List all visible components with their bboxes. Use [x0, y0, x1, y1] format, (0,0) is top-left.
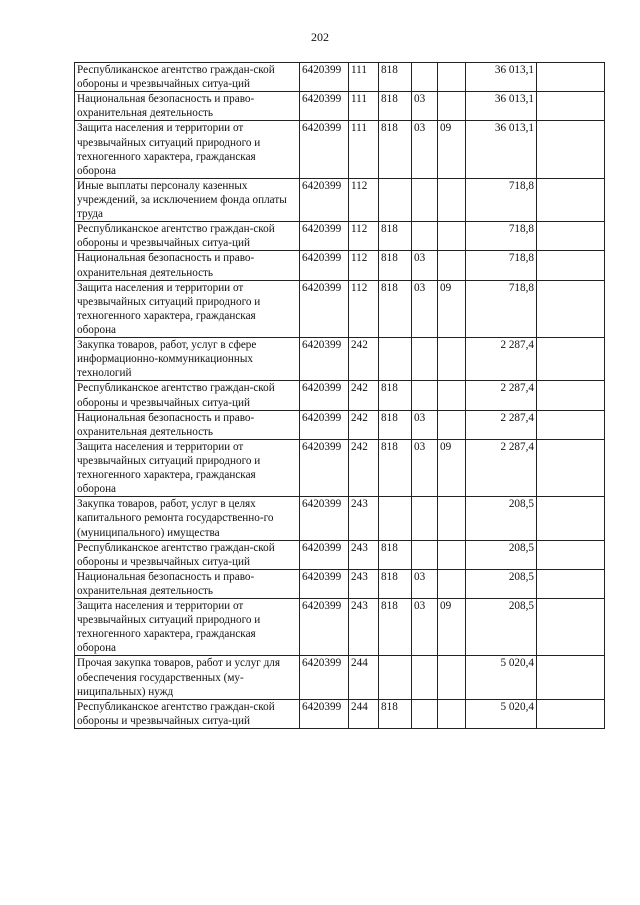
row-empty-cell — [537, 569, 605, 598]
table-row — [75, 92, 605, 121]
row-target-code: 6420399 — [300, 599, 349, 656]
row-section-code — [412, 656, 438, 699]
row-amount: 36 013,1 — [466, 121, 537, 178]
row-amount: 718,8 — [466, 178, 537, 221]
row-subsection-code — [438, 178, 466, 221]
row-target-code: 6420399 — [300, 699, 349, 728]
row-expense-type: 243 — [349, 569, 379, 598]
table-body — [75, 63, 605, 729]
row-subsection-code — [438, 338, 466, 381]
row-department-code: 818 — [379, 599, 412, 656]
row-empty-cell — [537, 497, 605, 540]
row-name: Иные выплаты персоналу казенных учреждений, за исключением фонда оплаты труда — [75, 178, 300, 221]
row-empty-cell — [537, 699, 605, 728]
row-expense-type: 242 — [349, 381, 379, 410]
row-expense-type: 112 — [349, 280, 379, 337]
row-amount: 36 013,1 — [466, 63, 537, 92]
row-expense-type: 112 — [349, 178, 379, 221]
row-target-code: 6420399 — [300, 656, 349, 699]
row-empty-cell — [537, 439, 605, 496]
row-name: Республиканское агентство граждан-ской обороны и чрезвычайных ситуа-ций — [75, 381, 300, 410]
row-empty-cell — [537, 540, 605, 569]
row-subsection-code — [438, 410, 466, 439]
row-expense-type: 111 — [349, 121, 379, 178]
row-amount: 2 287,4 — [466, 439, 537, 496]
row-expense-type: 111 — [349, 92, 379, 121]
row-expense-type: 244 — [349, 656, 379, 699]
row-target-code: 6420399 — [300, 280, 349, 337]
row-expense-type: 243 — [349, 540, 379, 569]
row-target-code: 6420399 — [300, 338, 349, 381]
row-department-code: 818 — [379, 569, 412, 598]
row-name: Прочая закупка товаров, работ и услуг для обеспечения государственных (му-ниципальных) нужд — [75, 656, 300, 699]
table-row — [75, 222, 605, 251]
row-subsection-code: 09 — [438, 280, 466, 337]
row-section-code: 03 — [412, 569, 438, 598]
row-section-code — [412, 381, 438, 410]
row-empty-cell — [537, 599, 605, 656]
row-name: Закупка товаров, работ, услуг в сфере информационно-коммуникационных технологий — [75, 338, 300, 381]
row-department-code: 818 — [379, 439, 412, 496]
row-target-code: 6420399 — [300, 222, 349, 251]
row-amount: 718,8 — [466, 280, 537, 337]
row-subsection-code — [438, 92, 466, 121]
table-row — [75, 656, 605, 699]
row-amount: 2 287,4 — [466, 338, 537, 381]
row-empty-cell — [537, 338, 605, 381]
row-amount: 208,5 — [466, 569, 537, 598]
row-department-code — [379, 656, 412, 699]
table-row — [75, 410, 605, 439]
row-empty-cell — [537, 63, 605, 92]
row-empty-cell — [537, 92, 605, 121]
row-department-code: 818 — [379, 121, 412, 178]
table-row — [75, 497, 605, 540]
row-target-code: 6420399 — [300, 178, 349, 221]
row-target-code: 6420399 — [300, 439, 349, 496]
row-department-code: 818 — [379, 92, 412, 121]
row-name: Национальная безопасность и право-охранительная деятельность — [75, 92, 300, 121]
row-empty-cell — [537, 251, 605, 280]
row-department-code: 818 — [379, 540, 412, 569]
row-target-code: 6420399 — [300, 63, 349, 92]
row-subsection-code — [438, 381, 466, 410]
row-expense-type: 244 — [349, 699, 379, 728]
row-expense-type: 243 — [349, 497, 379, 540]
row-name: Защита населения и территории от чрезвычайных ситуаций природного и техногенного характера, гражданская оборона — [75, 439, 300, 496]
table-row — [75, 540, 605, 569]
row-department-code: 818 — [379, 63, 412, 92]
row-name: Национальная безопасность и право-охранительная деятельность — [75, 251, 300, 280]
row-expense-type: 111 — [349, 63, 379, 92]
row-section-code: 03 — [412, 599, 438, 656]
row-name: Национальная безопасность и право-охранительная деятельность — [75, 410, 300, 439]
row-amount: 718,8 — [466, 222, 537, 251]
row-empty-cell — [537, 121, 605, 178]
row-department-code: 818 — [379, 222, 412, 251]
row-amount: 5 020,4 — [466, 656, 537, 699]
row-subsection-code — [438, 656, 466, 699]
row-target-code: 6420399 — [300, 92, 349, 121]
row-department-code: 818 — [379, 410, 412, 439]
row-name: Республиканское агентство граждан-ской обороны и чрезвычайных ситуа-ций — [75, 63, 300, 92]
row-expense-type: 242 — [349, 439, 379, 496]
row-name: Республиканское агентство граждан-ской обороны и чрезвычайных ситуа-ций — [75, 699, 300, 728]
table-row — [75, 338, 605, 381]
row-department-code: 818 — [379, 381, 412, 410]
table-row — [75, 280, 605, 337]
row-department-code: 818 — [379, 280, 412, 337]
row-name: Защита населения и территории от чрезвычайных ситуаций природного и техногенного характера, гражданская оборона — [75, 280, 300, 337]
row-department-code: 818 — [379, 251, 412, 280]
row-name: Национальная безопасность и право-охранительная деятельность — [75, 569, 300, 598]
row-target-code: 6420399 — [300, 540, 349, 569]
row-target-code: 6420399 — [300, 381, 349, 410]
row-expense-type: 112 — [349, 251, 379, 280]
row-target-code: 6420399 — [300, 410, 349, 439]
row-empty-cell — [537, 656, 605, 699]
row-amount: 208,5 — [466, 497, 537, 540]
row-section-code: 03 — [412, 439, 438, 496]
row-subsection-code — [438, 699, 466, 728]
row-section-code — [412, 222, 438, 251]
row-subsection-code: 09 — [438, 599, 466, 656]
row-name: Республиканское агентство граждан-ской обороны и чрезвычайных ситуа-ций — [75, 222, 300, 251]
row-subsection-code: 09 — [438, 439, 466, 496]
row-section-code — [412, 699, 438, 728]
table-row — [75, 121, 605, 178]
row-expense-type: 242 — [349, 338, 379, 381]
table-row — [75, 439, 605, 496]
row-amount: 208,5 — [466, 540, 537, 569]
row-name: Республиканское агентство граждан-ской обороны и чрезвычайных ситуа-ций — [75, 540, 300, 569]
table-row — [75, 251, 605, 280]
row-subsection-code: 09 — [438, 121, 466, 178]
row-department-code — [379, 178, 412, 221]
row-section-code: 03 — [412, 251, 438, 280]
row-section-code: 03 — [412, 121, 438, 178]
table-row — [75, 63, 605, 92]
row-target-code: 6420399 — [300, 251, 349, 280]
row-empty-cell — [537, 178, 605, 221]
row-section-code — [412, 540, 438, 569]
row-empty-cell — [537, 410, 605, 439]
row-target-code: 6420399 — [300, 497, 349, 540]
table-row — [75, 569, 605, 598]
row-name: Защита населения и территории от чрезвычайных ситуаций природного и техногенного характера, гражданская оборона — [75, 121, 300, 178]
row-subsection-code — [438, 497, 466, 540]
row-department-code — [379, 338, 412, 381]
row-amount: 208,5 — [466, 599, 537, 656]
row-section-code — [412, 178, 438, 221]
row-name: Защита населения и территории от чрезвычайных ситуаций природного и техногенного характера, гражданская оборона — [75, 599, 300, 656]
row-subsection-code — [438, 63, 466, 92]
row-amount: 2 287,4 — [466, 381, 537, 410]
row-section-code — [412, 63, 438, 92]
row-expense-type: 112 — [349, 222, 379, 251]
row-amount: 5 020,4 — [466, 699, 537, 728]
row-expense-type: 243 — [349, 599, 379, 656]
row-target-code: 6420399 — [300, 569, 349, 598]
row-subsection-code — [438, 251, 466, 280]
page-number: 202 — [311, 30, 329, 44]
row-section-code — [412, 497, 438, 540]
row-subsection-code — [438, 569, 466, 598]
row-section-code: 03 — [412, 280, 438, 337]
row-name: Закупка товаров, работ, услуг в целях капитального ремонта государственно-го (муниципального) имущества — [75, 497, 300, 540]
row-department-code — [379, 497, 412, 540]
row-empty-cell — [537, 381, 605, 410]
row-subsection-code — [438, 222, 466, 251]
table-row — [75, 178, 605, 221]
table-row — [75, 699, 605, 728]
row-amount: 36 013,1 — [466, 92, 537, 121]
row-amount: 718,8 — [466, 251, 537, 280]
row-section-code: 03 — [412, 92, 438, 121]
row-amount: 2 287,4 — [466, 410, 537, 439]
row-department-code: 818 — [379, 699, 412, 728]
table-row — [75, 381, 605, 410]
row-subsection-code — [438, 540, 466, 569]
row-section-code: 03 — [412, 410, 438, 439]
row-empty-cell — [537, 280, 605, 337]
budget-table — [74, 62, 605, 729]
row-target-code: 6420399 — [300, 121, 349, 178]
row-expense-type: 242 — [349, 410, 379, 439]
table-row — [75, 599, 605, 656]
row-section-code — [412, 338, 438, 381]
row-empty-cell — [537, 222, 605, 251]
